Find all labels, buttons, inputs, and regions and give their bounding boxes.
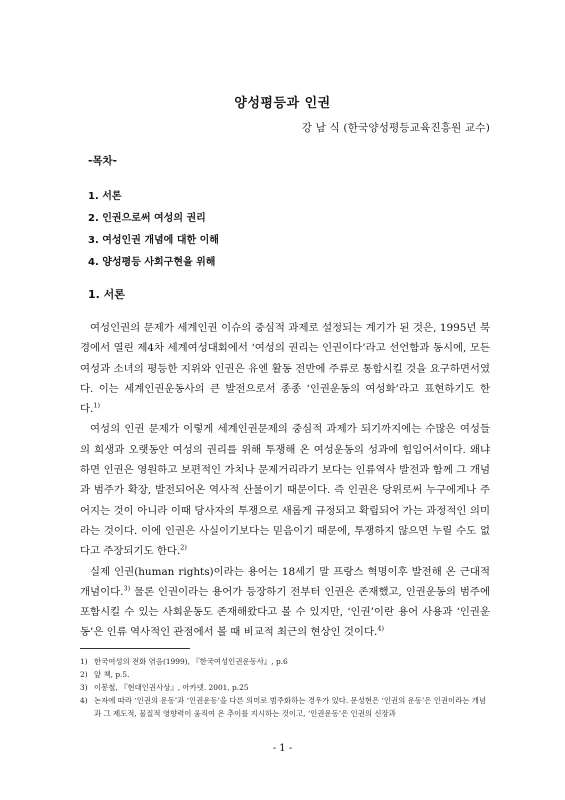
footnotes bbox=[80, 655, 490, 720]
section-heading: 1. 서론 bbox=[88, 288, 125, 301]
footnote-ref[interactable]: 1) bbox=[93, 401, 101, 410]
footnote-number: 2) bbox=[80, 670, 88, 679]
paragraph bbox=[80, 318, 490, 419]
paragraph-text: 물론 인권이라는 용어가 등장하기 전부터 인권은 존재했고, 인권운동의 범주에 포함시킬 수 있는 사회운동도 존재해왔다고 볼 수 있지만, ‘인권’이란 용어 사용과 ‘인권운동’은 인류 역사적인 관점에서 볼 때 비교적 최근의 현상인 것이다. bbox=[80, 585, 490, 639]
paragraph-text: 여성의 인권 문제가 이렇게 세계인권문제의 중심적 과제가 되기까지에는 수많은 여성들의 희생과 오랫동안 여성의 권리를 위해 투쟁해 온 여성운동의 성과에 힘입어서이다. 왜냐하면 인권은 영원하고 보편적인 가치나 문제거리라기 보다는 인류역사 발전과 함께 그 개념과 범주가 확장, 발전되어온 역사적 산물이기 때문이다. 즉 인권은 당위로써 누구에게나 주어지는 것이 아니라 이때 당사자의 투쟁으로 새롭게 규정되고 확립되어 가는 과정적인 의미라는 것이다. 이에 인권은 사실이기보다는 믿음이기 때문에, 투쟁하지 않으면 누릴 수도 없다고 주장되기도 한다. bbox=[80, 423, 490, 558]
table-of-contents bbox=[88, 186, 219, 274]
page-number: - 1 - bbox=[272, 743, 293, 754]
footnote-number: 1) bbox=[80, 657, 88, 666]
author-line: 강 남 식 (한국양성평등교육진흥원 교수) bbox=[301, 122, 490, 134]
footnote bbox=[80, 681, 490, 694]
footnote-text: 논자에 따라 ‘인권의 운동’과 ‘인권운동’을 다른 의미로 범주화하는 경우가 있다. 문성현은 ‘인권의 운동’은 인권이라는 개념과 그 제도적, 물질적 영향력이 움직여 온 추이를 지시하는 것이고, ‘인권운동’은 인권의 신장과 bbox=[94, 696, 487, 718]
footnote bbox=[80, 655, 490, 668]
paragraph-text: 실제 인권(human rights)이라는 용어는 18세기 말 프랑스 혁명이후 발전해 온 근대적 개념이다. bbox=[80, 565, 490, 598]
paragraph-text: 여성인권의 문제가 세계인권 이슈의 중심적 과제로 설정되는 계기가 된 것은, 1995년 북경에서 열린 제4차 세계여성대회에서 ‘여성의 권리는 인권이다’라고 선언함과 동시에, 모든 여성과 소녀의 평등한 지위와 인권은 유엔 활동 전반에 주류로 통합시킬 것을 요구하면서였다. 이는 세계인권운동사의 큰 발전으로서 종종 ‘인권운동의 여성화’라고 표현하기도 한다. bbox=[80, 322, 490, 416]
footnote-ref[interactable]: 3) bbox=[123, 584, 131, 593]
toc-item: 3. 여성인권 개념에 대한 이해 bbox=[88, 235, 219, 246]
footnote-text: 앞 책, p.5. bbox=[94, 670, 130, 679]
paragraph bbox=[80, 419, 490, 561]
footnote bbox=[80, 668, 490, 681]
footnote-number: 3) bbox=[80, 683, 88, 692]
toc-item: 1. 서론 bbox=[88, 191, 122, 202]
footnote-text: 한국여성의 전화 엮음(1999), 『한국여성인권운동사』, p.6 bbox=[94, 657, 288, 666]
footnote-number: 4) bbox=[80, 696, 88, 705]
toc-item: 2. 인권으로써 여성의 권리 bbox=[88, 213, 206, 224]
body-text bbox=[80, 318, 490, 643]
toc-item: 4. 양성평등 사회구현을 위해 bbox=[88, 257, 216, 268]
footnote-ref[interactable]: 2) bbox=[180, 543, 187, 552]
footnote-text: 이봉철, 『현대인권사상』, 아카넷. 2001, p.25 bbox=[94, 683, 249, 692]
footnote-ref[interactable]: 4) bbox=[377, 624, 384, 633]
document-title: 양성평등과 인권 bbox=[234, 96, 331, 111]
footnote-divider bbox=[80, 648, 190, 649]
paragraph bbox=[80, 562, 490, 643]
toc-heading: -목차- bbox=[88, 155, 118, 167]
footnote bbox=[80, 694, 490, 720]
